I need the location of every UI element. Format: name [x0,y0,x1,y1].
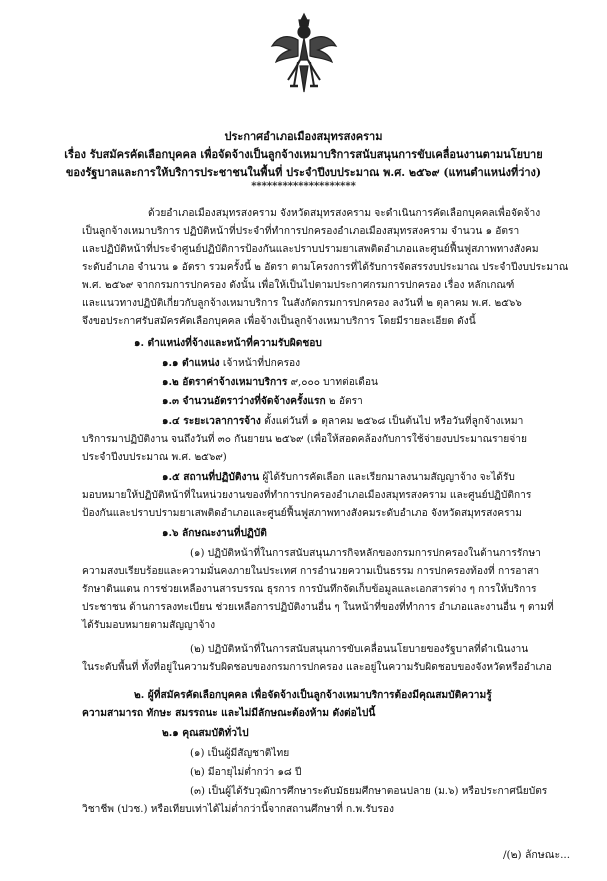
section-2-heading-line: ความสามารถ ทักษะ สมรรถนะ และไม่มีลักษณะต้องห้าม ดังต่อไปนี้ [82,707,376,719]
item-1-4-line: บริการมาปฏิบัติงาน จนถึงวันที่ ๓๐ กันยายน ๒๕๖๙ (เพื่อให้สอดคล้องกับการใช้จ่ายงบประมาณรายจ่าย [82,434,527,445]
intro-line: ระดับอำเภอ จำนวน ๑ อัตรา รวมครั้งนี้ ๒ อัตรา ตามโครงการที่ได้รับการจัดสรรงบประมาณ ประจำปีงบประมาณ [82,262,569,273]
item-1-4-text: ตั้งแต่วันที่ ๑ ตุลาคม ๒๕๖๘ เป็นต้นไป หรือวันที่ลูกจ้างเหมา [260,416,524,427]
item-1-2 [162,374,378,392]
duty-1-line: ได้รับมอบหมายตามสัญญาจ้าง [82,620,216,631]
item-1-4 [162,413,523,431]
item-1-5-line: ป้องกันและปราบปรามยาเสพติดอำเภอและศูนย์ฟื้นฟูสภาพทางสังคมระดับอำเภอ จังหวัดสมุทรสงคราม [82,508,522,519]
item-1-3-label: ๑.๓ จำนวนอัตราว่างที่จัดจ้างครั้งแรก [162,395,326,407]
item-1-2-label: ๑.๒ อัตราค่าจ้างเหมาบริการ [162,376,288,388]
item-1-3 [162,393,363,411]
item-1-5 [162,469,515,487]
duty-2-line: ในระดับพื้นที่ ทั้งที่อยู่ในความรับผิดชอบของกรมการปกครอง และอยู่ในความรับผิดชอบของจังหวัดหรืออำเภอ [82,662,552,673]
item-1-4-line: ประจำปีงบประมาณ พ.ศ. ๒๕๖๙) [82,452,227,463]
announcement-title: ประกาศอำเภอเมืองสมุทรสงคราม [224,130,383,143]
duty-1-line: รักษาดินแดน การช่วยเหลืองานสารบรรณ ธุรการ การบันทึกจัดเก็บข้อมูลและเอกสารต่าง ๆ การให้บริการ [82,584,537,595]
item-1-6-heading: ๑.๖ ลักษณะงานที่ปฏิบัติ [162,527,267,539]
qualification-item: (๒) มีอายุไม่ต่ำกว่า ๑๘ ปี [190,767,302,778]
duty-1-line: ประชาชน ด้านการลงทะเบียน ช่วยเหลือการปฏิบัติงานอื่น ๆ ในหน้าที่ของที่ทำการ อำเภอและงานอื่น ๆ ตามที่ [82,602,554,613]
item-1-1 [162,355,300,373]
separator: ******************** [251,181,356,192]
intro-line: จึงขอประกาศรับสมัครคัดเลือกบุคคล เพื่อจ้างเป็นลูกจ้างเหมาบริการ โดยมีรายละเอียด ดังนี้ [82,316,476,327]
qualification-item-line: วิชาชีพ (ปวช.) หรือเทียบเท่าได้ไม่ต่ำกว่านี้จากสถานศึกษาที่ ก.พ.รับรอง [82,804,394,815]
item-2-1-heading: ๒.๑ คุณสมบัติทั่วไป [162,727,249,739]
qualification-item: (๑) เป็นผู้มีสัญชาติไทย [190,748,290,759]
item-1-2-text: ๙,๐๐๐ บาทต่อเดือน [287,377,378,388]
item-1-1-label: ๑.๑ ตำแหน่ง [162,357,220,369]
duty-1-line: (๑) ปฏิบัติหน้าที่ในการสนับสนุนภารกิจหลักของกรมการปกครองในด้านการรักษา [190,548,541,559]
item-1-5-text: ผู้ได้รับการคัดเลือก และเรียกมาลงนามสัญญาจ้าง จะได้รับ [259,472,515,483]
item-1-5-label: ๑.๕ สถานที่ปฏิบัติงาน [162,471,260,483]
intro-line: ด้วยอำเภอเมืองสมุทรสงคราม จังหวัดสมุทรสงคราม จะดำเนินการคัดเลือกบุคคลเพื่อจัดจ้าง [148,208,541,219]
item-1-4-label: ๑.๔ ระยะเวลาการจ้าง [162,415,261,427]
intro-line: และปฏิบัติหน้าที่ประจำศูนย์ปฏิบัติการป้องกันและปราบปรามยาเสพติดอำเภอและศูนย์ฟื้นฟูสภาพทางสังคม [82,244,539,255]
item-1-1-text: เจ้าหน้าที่ปกครอง [219,358,301,369]
duty-2-line: (๒) ปฏิบัติหน้าที่ในการสนับสนุนการขับเคลื่อนนโยบายของรัฐบาลที่ดำเนินงาน [190,644,529,655]
duty-1-line: ความสงบเรียบร้อยและความมั่นคงภายในประเทศ การอำนวยความเป็นธรรม การปกครองท้องที่ การอาสา [82,566,540,577]
qualification-item: (๓) เป็นผู้ได้รับวุฒิการศึกษาระดับมัธยมศึกษาตอนปลาย (ม.๖) หรือประกาศนียบัตร [190,786,548,797]
item-1-3-text: ๒ อัตรา [325,396,363,407]
subject-line-2: ของรัฐบาลและการให้บริการประชาชนในพื้นที่ ประจำปีงบประมาณ พ.ศ. ๒๕๖๙ (แทนตำแหน่งที่ว่าง) [65,166,542,179]
item-1-5-line: มอบหมายให้ปฏิบัติหน้าที่ในหน่วยงานของที่ทำการปกครองอำเภอเมืองสมุทรสงคราม และศูนย์ปฏิบัติการ [82,490,532,501]
intro-line: เป็นลูกจ้างเหมาบริการ ปฏิบัติหน้าที่ประจำที่ทำการปกครองอำเภอเมืองสมุทรสงคราม จำนวน ๑ อัตรา [82,226,520,237]
section-2-heading-line: ๒. ผู้ที่สมัครคัดเลือกบุคคล เพื่อจัดจ้างเป็นลูกจ้างเหมาบริการต้องมีคุณสมบัติความรู้ [134,689,492,701]
subject-line-1: เรื่อง รับสมัครคัดเลือกบุคคล เพื่อจัดจ้างเป็นลูกจ้างเหมาบริการสนับสนุนการขับเคลื่อนงานตามนโยบาย [64,148,543,161]
section-1-heading: ๑. ตำแหน่งที่จ้างและหน้าที่ความรับผิดชอบ [134,337,322,349]
page-continuation: /(๒) ลักษณะ... [503,849,571,861]
intro-line: พ.ศ. ๒๕๖๙ จากกรมการปกครอง ดังนั้น เพื่อให้เป็นไปตามประกาศกรมการปกครอง เรื่อง หลักเกณฑ์ [82,280,515,291]
garuda-emblem-icon [270,10,338,94]
intro-line: และแนวทางปฏิบัติเกี่ยวกับลูกจ้างเหมาบริการ ในสังกัดกรมการปกครอง ลงวันที่ ๒ ตุลาคม พ.ศ. ๒๕๖๖ [82,298,522,309]
